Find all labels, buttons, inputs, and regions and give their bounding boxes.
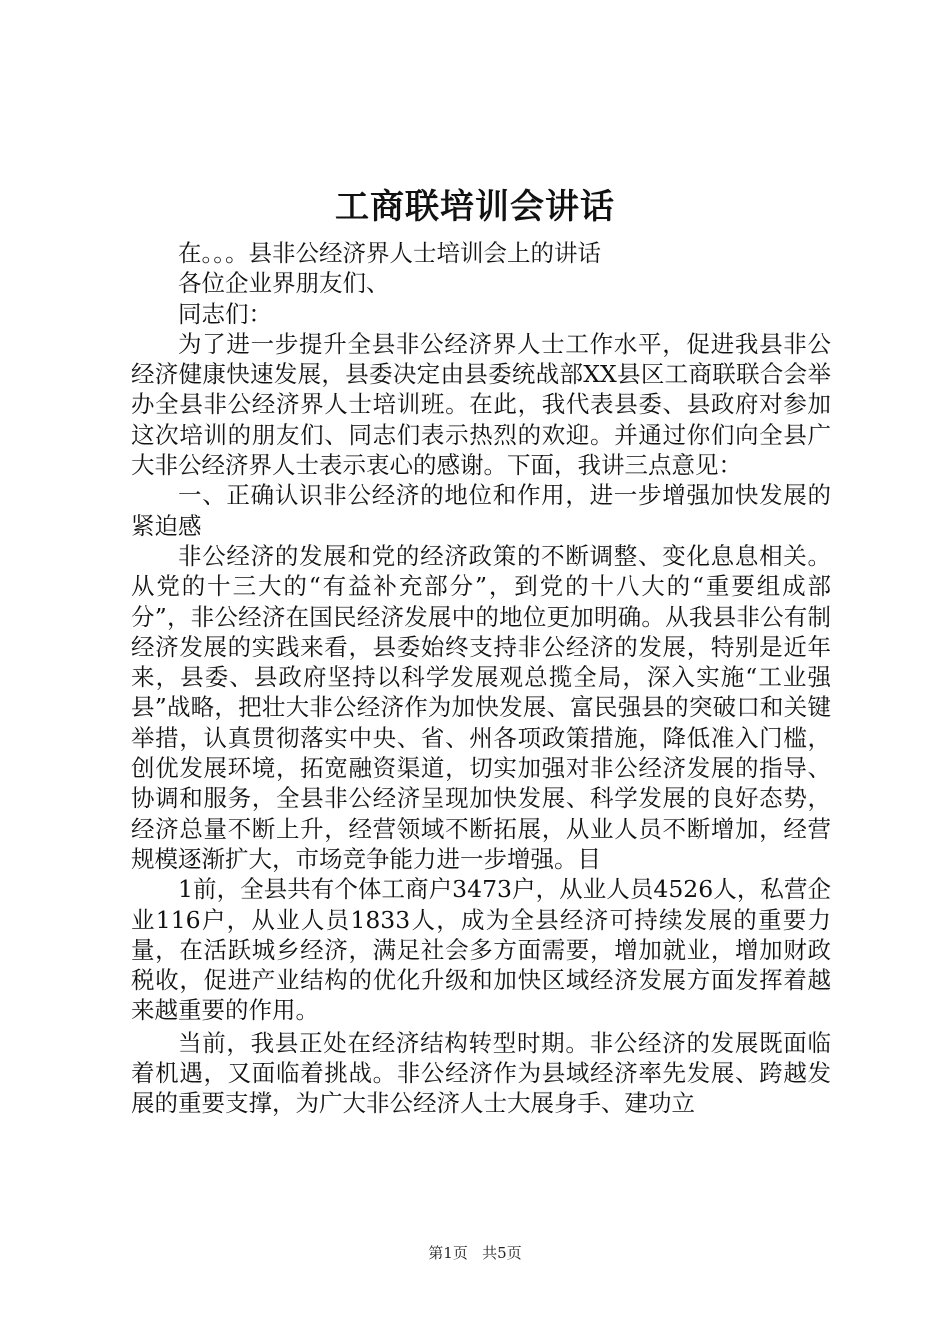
paragraph-salutation-2: 同志们： [178,299,272,328]
paragraph-body-2: 1前，全县共有个体工商户3473户，从业人员4526人，私营企业116户，从业人员1833人，成为全县经济可持续发展的重要力量，在活跃城乡经济，满足社会多方面需要，增加就业，增加财政税收，促进产业结构的优化升级和加快区域经济发展方面发挥着越来越重要的作用。 [131,875,831,1025]
page-total: 共5页 [482,1244,522,1262]
paragraph-body-3: 当前，我县正处在经济结构转型时期。非公经济的发展既面临着机遇，又面临着挑战。非公经济作为县域经济率先发展、跨越发展的重要支撑，为广大非公经济人士大展身手、建功立 [131,1028,831,1118]
paragraph-occasion: 在。。。县非公经济界人士培训会上的讲话 [178,239,601,267]
paragraph-body-1: 非公经济的发展和党的经济政策的不断调整、变化息息相关。从党的十三大的“有益补充部分”，到党的十八大的“重要组成部分”，非公经济在国民经济发展中的地位更加明确。从我县非公有制经济发展的实践来看，县委始终支持非公经济的发展，特别是近年来，县委、县政府坚持以科学发展观总揽全局，深入实施“工业强县”战略，把壮大非公经济作为加快发展、富民强县的突破口和关键举措，认真贯彻落实中央、省、州各项政策措施，降低准入门槛，创优发展环境，拓宽融资渠道，切实加强对非公经济发展的指导、协调和服务，全县非公经济呈现加快发展、科学发展的良好态势，经济总量不断上升，经营领域不断拓展，从业人员不断增加，经营规模逐渐扩大，市场竞争能力进一步增强。目 [131,541,831,873]
page-footer [0,1243,950,1263]
page-number: 第1页 [428,1244,468,1262]
paragraph-intro: 为了进一步提升全县非公经济界人士工作水平，促进我县非公经济健康快速发展，县委决定由县委统战部XX县区工商联联合会举办全县非公经济界人士培训班。在此，我代表县委、县政府对参加这次培训的朋友们、同志们表示热烈的欢迎。并通过你们向全县广大非公经济界人士表示衷心的感谢。下面，我讲三点意见： [131,329,831,480]
document-body [131,238,831,1119]
paragraph-section-heading-1: 一、正确认识非公经济的地位和作用，进一步增强加快发展的紧迫感 [131,481,831,540]
paragraph-salutation-1: 各位企业界朋友们、 [178,269,390,298]
footer-spacer [473,1244,478,1262]
document-title: 工商联培训会讲话 [335,187,615,227]
